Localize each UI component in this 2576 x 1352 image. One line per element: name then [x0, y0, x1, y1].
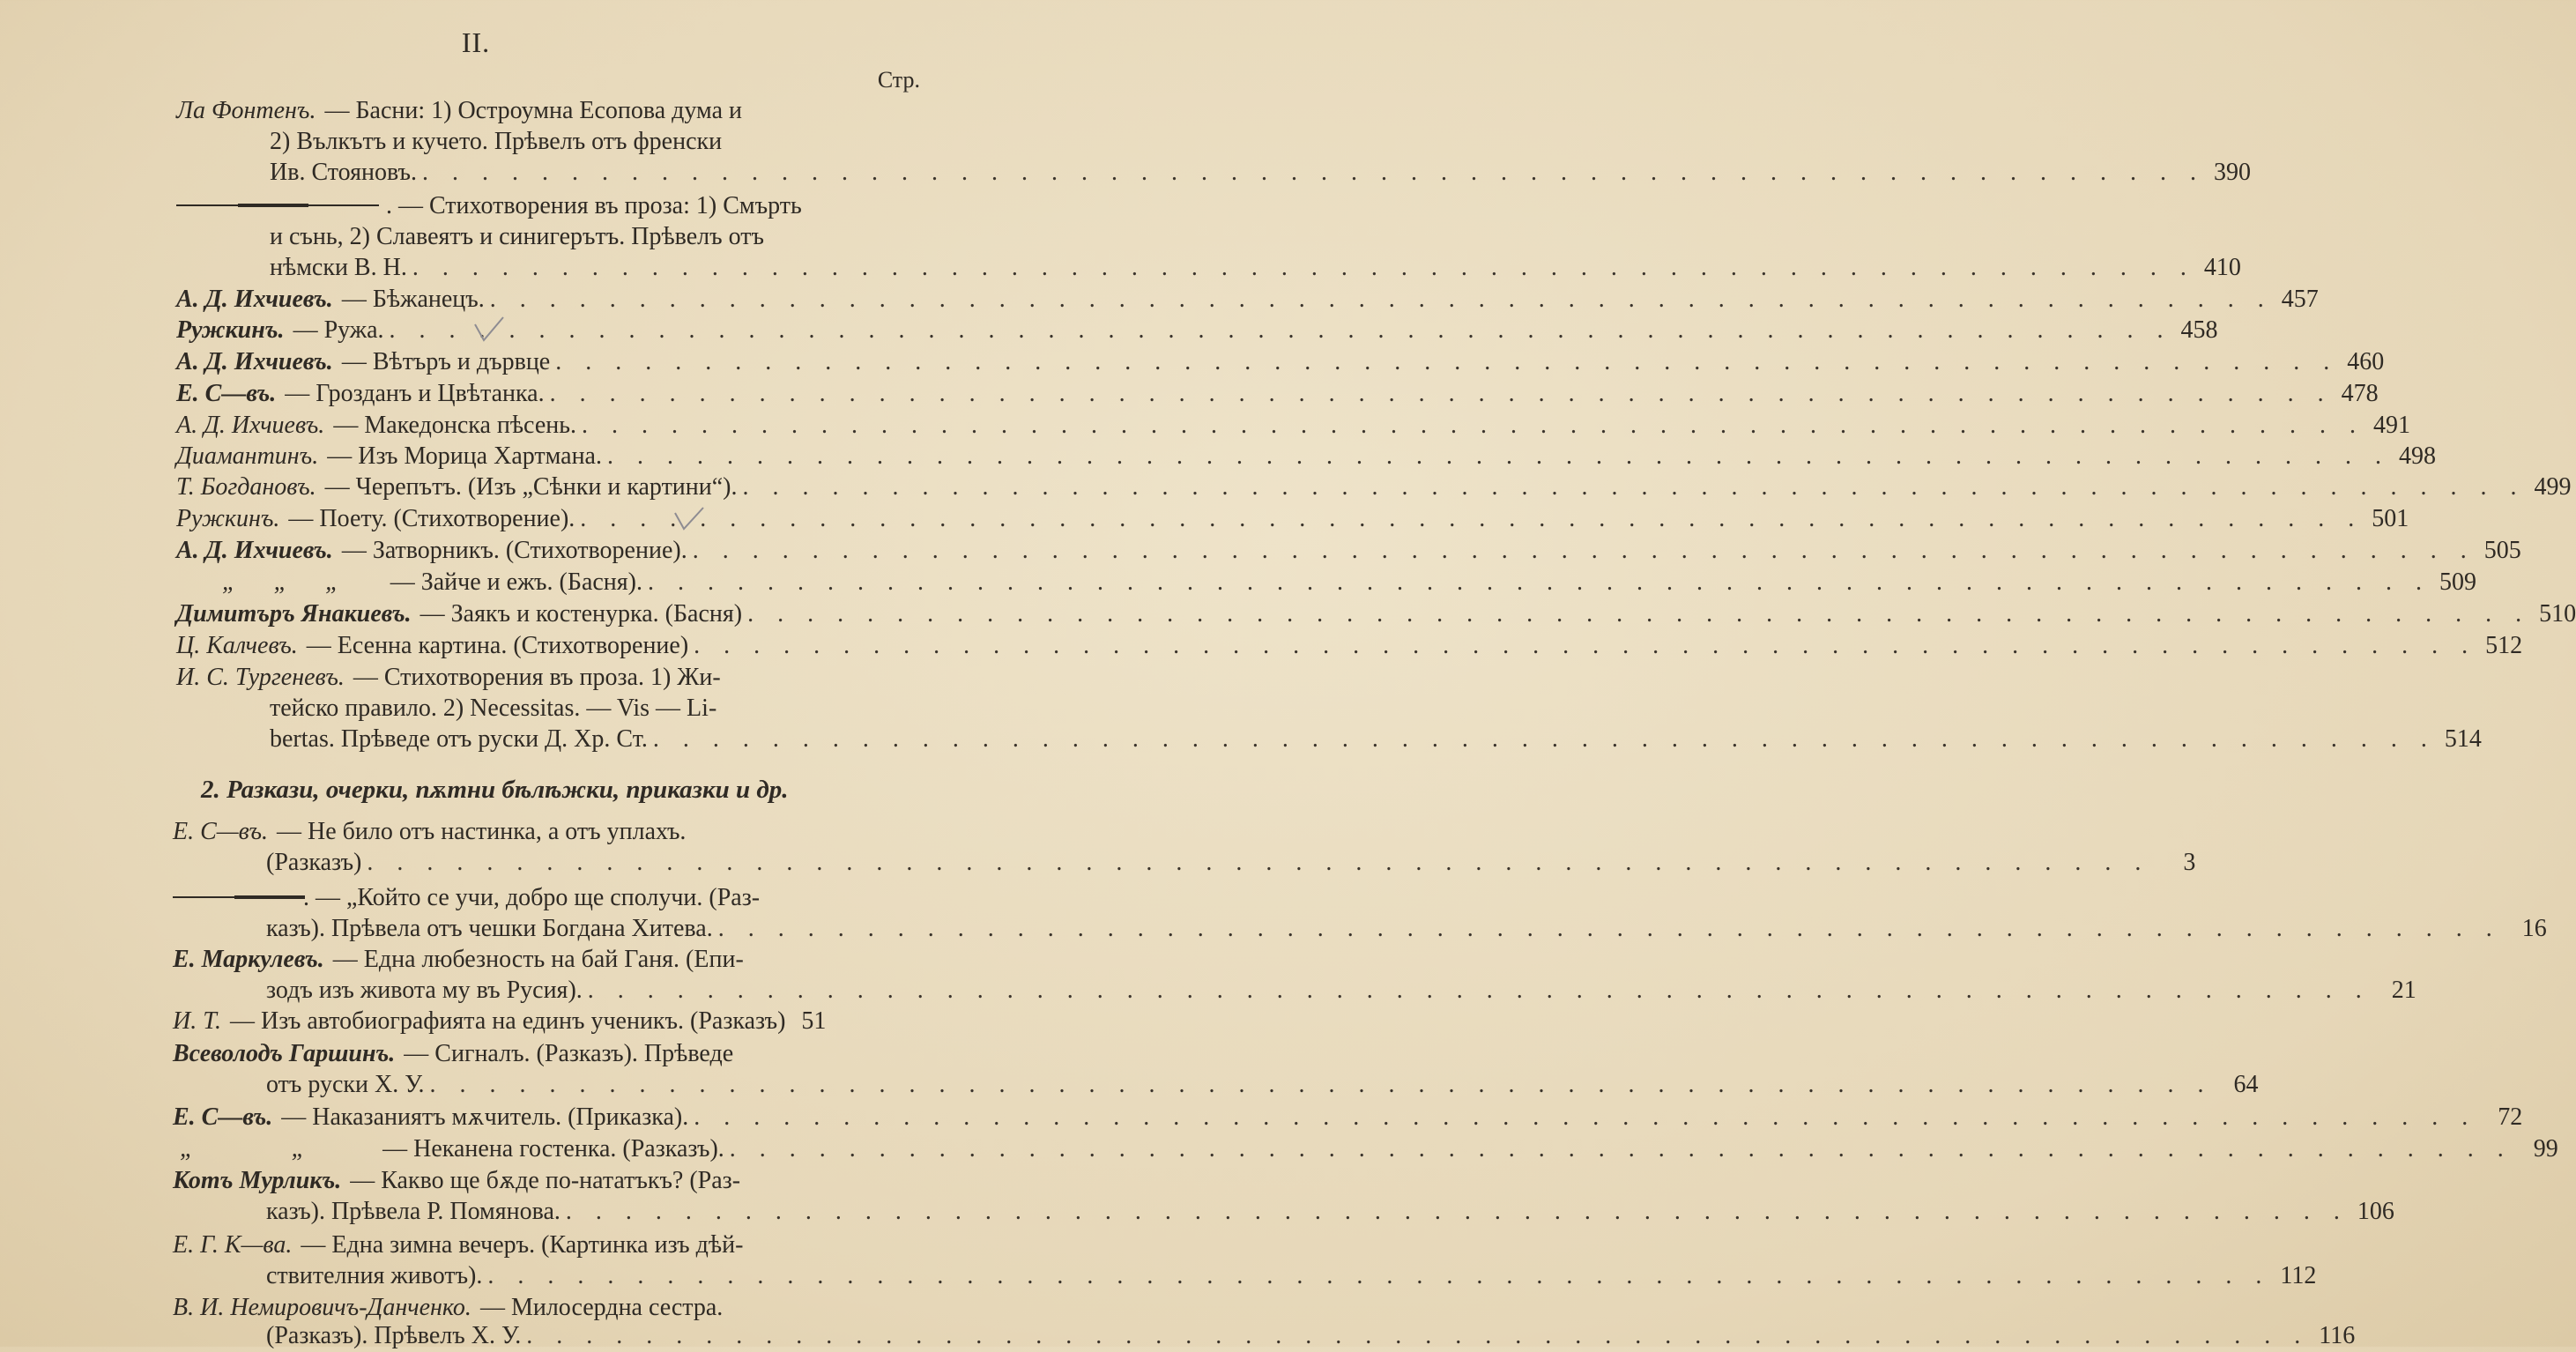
dot-leader [487, 1262, 2270, 1290]
toc-entry-line [173, 1103, 2523, 1133]
entry-title: — Поету. (Стихотворение). [288, 505, 575, 532]
entry-author: А. Д. Ихчиевъ. [176, 412, 325, 439]
entry-title-continued: (Разказъ) [266, 849, 362, 876]
entry-author: Т. Богдановъ. [176, 473, 316, 501]
entry-author: А. Д. Ихчиевъ. [176, 286, 333, 313]
entry-title: — Не било отъ настинка, а отъ уплахъ. [277, 818, 687, 845]
dot-leader [490, 286, 2273, 314]
entry-author: Котъ Мурликъ. [173, 1167, 342, 1194]
toc-entry-line [266, 1322, 2356, 1352]
toc-entry-line [176, 600, 2576, 630]
entry-author: И. Т. [173, 1007, 222, 1035]
toc-entry-line [270, 695, 924, 724]
toc-entry-line [176, 568, 2476, 598]
dot-leader [429, 1071, 2212, 1099]
dot-leader [747, 600, 2530, 628]
ditto-rule [176, 204, 379, 206]
entry-title: — Милосердна сестра. [479, 1294, 724, 1321]
dot-leader [588, 977, 2371, 1005]
entry-author: Ла Фонтенъ. [176, 97, 316, 124]
dot-leader [694, 1103, 2476, 1132]
toc-entry-line [176, 664, 924, 694]
entry-author: Е. С—въ. [173, 818, 268, 845]
toc-entry-line [266, 977, 2416, 1007]
entry-page-number: 509 [2439, 568, 2476, 596]
dot-leader [550, 380, 2333, 408]
dot-leader [367, 849, 2149, 877]
entry-page-number: 458 [2180, 316, 2218, 344]
entry-author: Диамантинъ. [176, 442, 319, 470]
toc-entry-line [173, 946, 924, 976]
pencil-check-icon [672, 506, 707, 536]
toc-entry-line [176, 348, 2385, 378]
entry-page-number: 106 [2357, 1198, 2394, 1225]
entry-page-number: 112 [2280, 1262, 2317, 1289]
entry-page-number: 21 [2391, 977, 2416, 1004]
entry-title: — Една любезность на бай Ганя. (Епи- [332, 946, 744, 973]
entry-page-number: 478 [2341, 380, 2379, 407]
entry-title: — Какво ще бѫде по-нататъкъ? (Раз- [350, 1167, 741, 1194]
entry-title: — Неканена гостенка. (Разказъ). [382, 1135, 724, 1163]
toc-entry-line [173, 1040, 924, 1070]
toc-entry-line [270, 128, 924, 158]
toc-entry-line [173, 1231, 924, 1261]
entry-title: — Басни: 1) Остроумна Есопова дума и [324, 97, 742, 124]
toc-entry-line [176, 97, 924, 127]
dot-leader [648, 568, 2431, 597]
entry-title: — Ружа. [293, 316, 384, 344]
dot-leader [693, 537, 2476, 565]
toc-entry-line [176, 316, 2218, 346]
dot-leader [694, 632, 2476, 660]
toc-entry-line [270, 725, 2482, 755]
entry-page-number: 491 [2373, 412, 2411, 439]
entry-page-number: 460 [2347, 348, 2385, 375]
entry-author: „ „ [180, 1135, 352, 1163]
toc-entry-line [176, 412, 2411, 442]
entry-page-number: 514 [2444, 725, 2482, 753]
entry-author: В. И. Немировичъ-Данченко. [173, 1294, 471, 1321]
entry-title: . — „Който се учи, добро ще сполучи. (Раз- [303, 884, 761, 911]
entry-page-number: 3 [2183, 849, 2196, 876]
entry-author: „ „ „ [222, 568, 355, 596]
dot-leader [580, 505, 2363, 533]
entry-page-number: 64 [2233, 1071, 2259, 1098]
toc-entry-line [266, 849, 2196, 879]
toc-entry-line [173, 1007, 924, 1037]
toc-entry-line [266, 1198, 2394, 1228]
entry-title: — Заякъ и костенурка. (Басня) [419, 600, 743, 628]
entry-title-continued: Ив. Стояновъ. [270, 159, 417, 186]
toc-entry-line [176, 473, 2572, 503]
entry-author: Ружкинъ. [176, 316, 285, 344]
page-column-label: Стр. [877, 67, 920, 93]
entry-title-continued: зодъ изъ живота му въ Русия). [266, 977, 583, 1004]
toc-entry-line [270, 159, 2251, 189]
entry-author: Димитъръ Янакиевъ. [176, 600, 412, 628]
entry-title: — Бѣжанецъ. [341, 286, 485, 313]
entry-title: — Сигналъ. (Разказъ). Прѣведе [404, 1040, 734, 1067]
toc-entry-line [173, 1135, 2558, 1165]
entry-title-continued: казъ). Прѣвела отъ чешки Богдана Хитева. [266, 915, 713, 942]
entry-page-number: 72 [2498, 1103, 2523, 1131]
entry-title: — Изъ Морица Хартмана. [327, 442, 602, 470]
page-roman-numeral: II. [461, 26, 491, 58]
dot-leader [566, 1198, 2349, 1226]
dot-leader [607, 442, 2390, 471]
toc-entry-line [176, 192, 924, 222]
entry-author: А. Д. Ихчиевъ. [176, 537, 333, 564]
entry-title: — Есенна картина. (Стихотворение) [306, 632, 689, 659]
entry-title-continued: тейско правило. 2) Necessitas. — Vis — Li- [270, 695, 717, 722]
entry-author: И. С. Тургеневъ. [176, 664, 345, 691]
dot-leader [730, 1135, 2513, 1163]
entry-author: Ц. Калчевъ. [176, 632, 298, 659]
entry-title-continued: казъ). Прѣвела Р. Помянова. [266, 1198, 560, 1225]
entry-author: Е. Маркулевъ. [173, 946, 324, 973]
toc-entry-line [173, 1167, 924, 1197]
entry-page-number: 457 [2281, 286, 2319, 313]
entry-page-number: 51 [801, 1007, 827, 1035]
dot-leader [412, 254, 2195, 282]
entry-title: — Една зимна вечеръ. (Картинка изъ дѣй- [301, 1231, 744, 1259]
entry-page-number: 498 [2398, 442, 2436, 470]
entry-author: Е. С—въ. [176, 380, 277, 407]
entry-page-number: 510 [2539, 600, 2576, 628]
toc-entry-line [176, 632, 2523, 662]
entry-page-number: 499 [2534, 473, 2572, 501]
entry-page-number: 512 [2485, 632, 2523, 659]
entry-page-number: 116 [2319, 1322, 2356, 1349]
entry-title-continued: нѣмски В. Н. [270, 254, 407, 281]
toc-entry-line [266, 1262, 2317, 1292]
dot-leader [743, 473, 2526, 501]
entry-title: . — Стихотворения въ проза: 1) Смърть [386, 192, 802, 219]
entry-title-continued: 2) Вълкътъ и кучето. Прѣвелъ отъ френски [270, 128, 723, 155]
toc-entry-line [176, 286, 2319, 316]
ditto-rule [173, 896, 296, 898]
toc-entry-line [270, 223, 924, 253]
entry-author: Ружкинъ. [176, 505, 280, 532]
toc-entry-line [266, 915, 2547, 945]
pencil-check-icon [471, 316, 507, 345]
entry-author: А. Д. Ихчиевъ. [176, 348, 333, 375]
entry-title: — Черепътъ. (Изъ „Сѣнки и картини“). [324, 473, 738, 501]
entry-title: — Вѣтъръ и дървце [341, 348, 551, 375]
toc-entry-line [173, 1294, 924, 1324]
entry-title: — Наказаниятъ мѫчитель. (Приказка). [281, 1103, 689, 1131]
toc-entry-line [176, 380, 2379, 410]
dot-leader [582, 412, 2364, 440]
entry-author: Всеволодъ Гаршинъ. [173, 1040, 396, 1067]
section-number: 2. [201, 776, 220, 804]
entry-title-continued: и сънь, 2) Славеятъ и синигерътъ. Прѣвелъ отъ [270, 223, 764, 250]
entry-page-number: 410 [2203, 254, 2241, 281]
entry-title-continued: ствителния животъ). [266, 1262, 483, 1289]
entry-title-continued: отъ руски Х. У. [266, 1071, 425, 1098]
entry-page-number: 390 [2213, 159, 2251, 186]
entry-title-continued: bertas. Прѣведе отъ руски Д. Хр. Ст. [270, 725, 648, 753]
section-title: Разкази, очерки, пѫтни бѣлѣжки, приказки и др. [226, 776, 789, 804]
entry-title-continued: (Разказъ). Прѣвелъ Х. У. [266, 1322, 522, 1349]
entry-title: — Македонска пѣсень. [333, 412, 577, 439]
entry-title: — Изъ автобиографията на единъ ученикъ. (Разказъ) [230, 1007, 786, 1035]
toc-entry-line [176, 442, 2436, 472]
entry-title: — Стихотворения въ проза. 1) Жи- [353, 664, 721, 691]
dot-leader [422, 159, 2205, 187]
toc-entry-line [173, 818, 924, 848]
dot-leader [555, 348, 2338, 376]
entry-title: — Зайче и ежъ. (Басня). [390, 568, 642, 596]
toc-entry-line [266, 1071, 2259, 1101]
dot-leader [718, 915, 2501, 943]
entry-author: Е. С—въ. [173, 1103, 273, 1131]
entry-author: Е. Г. К—ва. [173, 1231, 293, 1259]
entry-title: — Грозданъ и Цвѣтанка. [285, 380, 545, 407]
dot-leader [526, 1322, 2309, 1350]
toc-entry-line [270, 254, 2241, 284]
dot-leader [390, 316, 2172, 345]
entry-title: — Затворникъ. (Стихотворение). [341, 537, 687, 564]
entry-page-number: 99 [2533, 1135, 2558, 1163]
entry-page-number: 501 [2372, 505, 2409, 532]
toc-entry-line [176, 537, 2521, 567]
entry-page-number: 505 [2483, 537, 2521, 564]
toc-entry-line [173, 884, 924, 914]
section-heading [201, 776, 789, 805]
dot-leader [653, 725, 2436, 754]
toc-entry-line [176, 505, 2409, 535]
entry-page-number: 16 [2521, 915, 2547, 942]
